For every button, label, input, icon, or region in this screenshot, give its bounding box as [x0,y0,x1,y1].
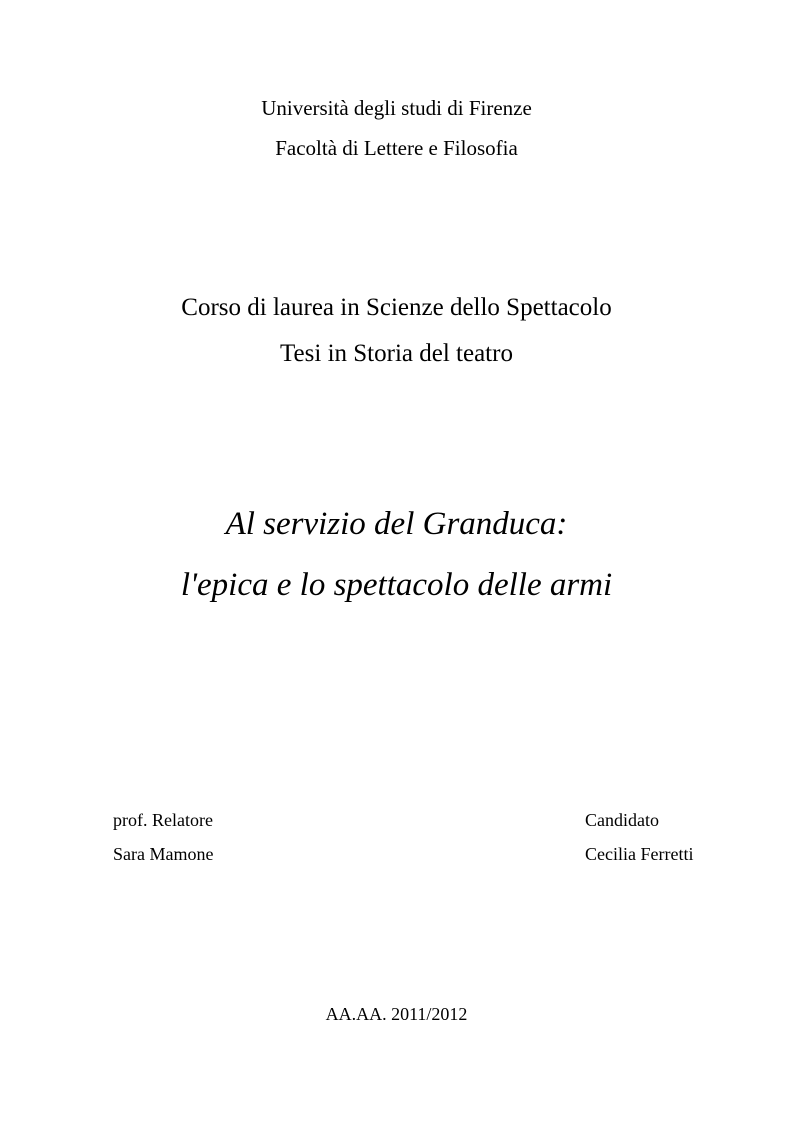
supervisor-name: Sara Mamone [113,844,214,864]
supervisor-label: prof. Relatore [113,810,213,830]
degree-course: Corso di laurea in Scienze dello Spettacolo [181,294,612,321]
university-name: Università degli studi di Firenze [261,96,532,120]
candidate-name: Cecilia Ferretti [585,844,694,864]
academic-year: AA.AA. 2011/2012 [325,1004,468,1024]
thesis-subject: Tesi in Storia del teatro [280,340,513,367]
thesis-title-line-1: Al servizio del Granduca: [225,506,568,542]
thesis-title-line-2: l'epica e lo spettacolo delle armi [180,567,613,603]
faculty-name: Facoltà di Lettere e Filosofia [275,136,518,160]
candidate-label: Candidato [585,810,659,830]
